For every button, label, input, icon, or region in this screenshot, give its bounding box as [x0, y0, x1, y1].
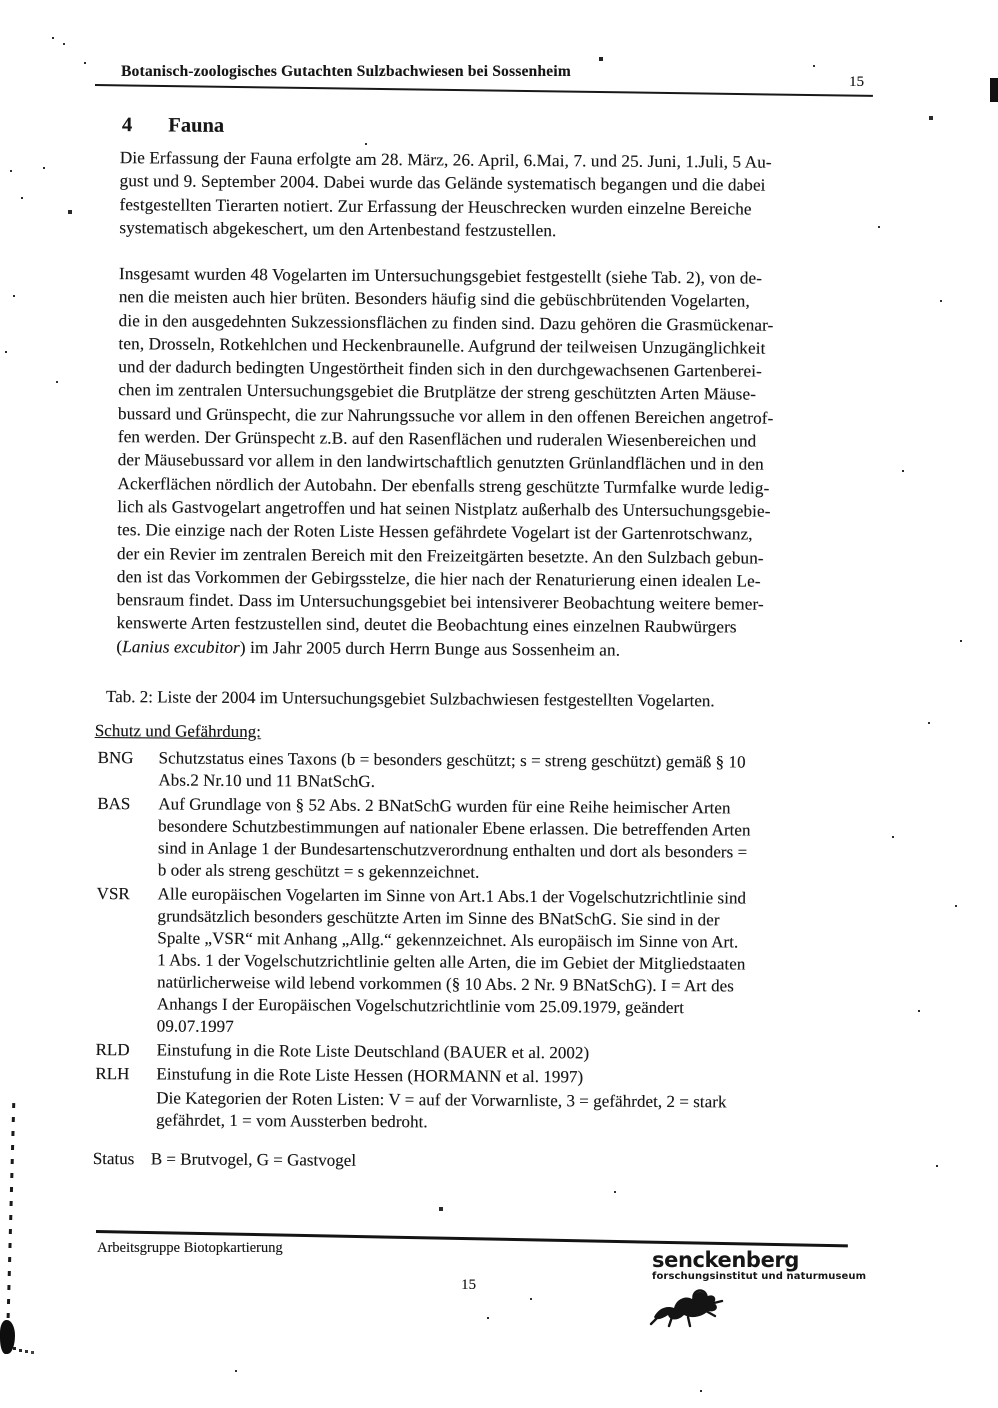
- legend-text: Einstufung in die Rote Liste Hessen (HORMANN et al. 1997): [156, 1064, 584, 1087]
- header-rule: [95, 84, 873, 97]
- legend-text: Auf Grundlage von § 52 Abs. 2 BNatSchG wurden für eine Reihe heimischer Arten besondere Schutzbestimmungen auf nationaler Ebene erlassen. Die betreffenden Arten sind in Anlage 1 der Bundesartenschutzverordnung enthalten und dort als besonders = b oder als streng geschützt = s gekennzeichnet.: [157, 794, 751, 882]
- legend-heading: Schutz und Gefährdung:: [94, 720, 261, 742]
- paragraph-bird-species: [116, 262, 774, 663]
- senckenberg-subtitle: forschungsinstitut und naturmuseum: [652, 1271, 867, 1282]
- legend-item-rld: [95, 1039, 895, 1067]
- footer-workgroup: Arbeitsgruppe Biotopkartierung: [97, 1240, 283, 1256]
- senckenberg-logo: [652, 1249, 872, 1333]
- paragraph-fauna-survey: Die Erfassung der Fauna erfolgte am 28. März, 26. April, 6.Mai, 7. und 25. Juni, 1.Juli, 5 Au- gust und 9. September 2004. Dabei wurde das Gelände systematisch begangen und die dabei festgestellten Tierarten notiert. Zur Erfassung der Heuschrecken wurden einzelne Bereiche systematisch abgekeschert, um den Artenbestand festzustellen.: [119, 148, 772, 241]
- paragraph-bird-species-end: ) im Jahr 2005 durch Herrn Bunge aus Sossenheim an.: [239, 637, 621, 660]
- legend-item-rlh: [95, 1063, 895, 1091]
- section-title: Fauna: [168, 114, 225, 137]
- legend-definition-list: [95, 747, 898, 1139]
- latin-species-name: Lanius excubitor: [122, 636, 240, 657]
- status-text: B = Brutvogel, G = Gastvogel: [150, 1149, 357, 1170]
- header-running-title: Botanisch-zoologisches Gutachten Sulzbachwiesen bei Sossenheim: [121, 63, 571, 80]
- legend-label: RLH: [95, 1063, 130, 1084]
- footer-page-number: 15: [461, 1277, 476, 1293]
- legend-item-bng: [97, 747, 897, 797]
- header-page-number: 15: [849, 74, 864, 90]
- legend-text: Alle europäischen Vogelarten im Sinne von Art.1 Abs.1 der Vogelschutzrichtlinie sind grundsätzlich besonders geschützte Arten im Sinne des BNatSchG. Sie sind in der Spalte „VSR“ mit Anhang „Allg.“ gekennzeichnet. Als europäisch im Sinne von Art. 1 Abs. 1 der Vogelschutzrichtlinie gelten alle Arten, die im Gebiet der Mitgliedstaaten natürlicherweise wild lebend vorkommen (§ 10 Abs. 2 Nr. 9 BNatSchG). I = Art des Anhangs I der Europäischen Vogelschutzrichtlinie vom 25.09.1979, geändert 09.07.1997: [156, 884, 747, 1036]
- legend-label: BNG: [97, 747, 134, 768]
- senckenberg-wordmark: senckenberg: [652, 1248, 799, 1272]
- status-legend-line: [93, 1149, 356, 1171]
- scan-noise-specks: [0, 0, 2, 2]
- legend-text: Schutzstatus eines Taxons (b = besonders geschützt; s = streng geschützt) gemäß § 10 Abs.2 Nr.10 und 11 BNatSchG.: [158, 748, 746, 791]
- legend-text: Einstufung in die Rote Liste Deutschland (BAUER et al. 2002): [156, 1040, 590, 1063]
- legend-item-bas: [97, 793, 898, 887]
- legend-label: BAS: [97, 793, 131, 814]
- legend-label: RLD: [95, 1039, 130, 1060]
- scan-edge-mark: [990, 78, 998, 102]
- legend-label: VSR: [96, 883, 130, 904]
- scan-left-edge-blob: [0, 1320, 15, 1354]
- scan-left-edge-dashes: [6, 1103, 15, 1351]
- paragraph-bird-species-text: Insgesamt wurden 48 Vogelarten im Untersuchungsgebiet festgestellt (siehe Tab. 2), von de- nen die meisten auch hier brüten. Besonders häufig sind die gebüschbrütenden Vogelarten, die in den ausgedehnten Sukzessionsflächen zu finden sind. Dazu gehören die Grasmückenar- ten, Drosseln, Rotkehlchen und Heckenbraunelle. Aufgrund der teilweisen Unzugänglichkeit und der dadurch bedingten Ungestörtheit finden sich in den durchgewachsenen Gartenberei- chen im zentralen Untersuchungsgebiet die Brutplätze der streng geschützten Arten Mäuse- bussard und Grünspecht, die zur Nahrungssuche vor allem in den offenen Bereichen angetrof- fen werden. Der Grünspecht z.B. auf den Rasenflächen und ruderalen Wiesenbereichen und der Mäusebussard vor allem in den landwirtschaftlich genutzten Grünlandflächen und in den Ackerflächen nördlich der Autobahn. Der ebenfalls streng geschützte Turmfalke wurde ledig- lich als Gastvogelart angetroffen und hat seinen Nistplatz außerhalb des Untersuchungsgebie- tes. Die einzige nach der Roten Liste Hessen gefährdete Vogelart ist der Gartenrotschwanz, der ein Revier im zentralen Bereich mit den Freizeitgärten besetzte. An den Sulzbach gebun- den ist das Vorkommen der Gebirgsstelze, die hier nach der Renaturierung einen idealen Le- bensraum findet. Dass im Untersuchungsgebiet bei intensiverer Beobachtung weitere bemer- kenswerte Arten festzustellen sind, deutet die Beobachtung eines einzelnen Raubwürgers (: [116, 264, 774, 656]
- legend-item-categories: [95, 1087, 895, 1137]
- section-number: 4: [121, 114, 133, 137]
- dinosaur-sketch-icon: [648, 1285, 872, 1333]
- legend-text: Die Kategorien der Roten Listen: V = auf der Vorwarnliste, 3 = gefährdet, 2 = stark gefährdet, 1 = vom Aussterben bedroht.: [155, 1088, 727, 1132]
- legend-label: [95, 1087, 156, 1131]
- section-heading: [122, 114, 224, 138]
- table-2-caption: Tab. 2: Liste der 2004 im Untersuchungsgebiet Sulzbachwiesen festgestellten Vogelarten.: [105, 687, 715, 711]
- legend-item-vsr: [96, 883, 897, 1043]
- status-label: Status: [92, 1148, 135, 1169]
